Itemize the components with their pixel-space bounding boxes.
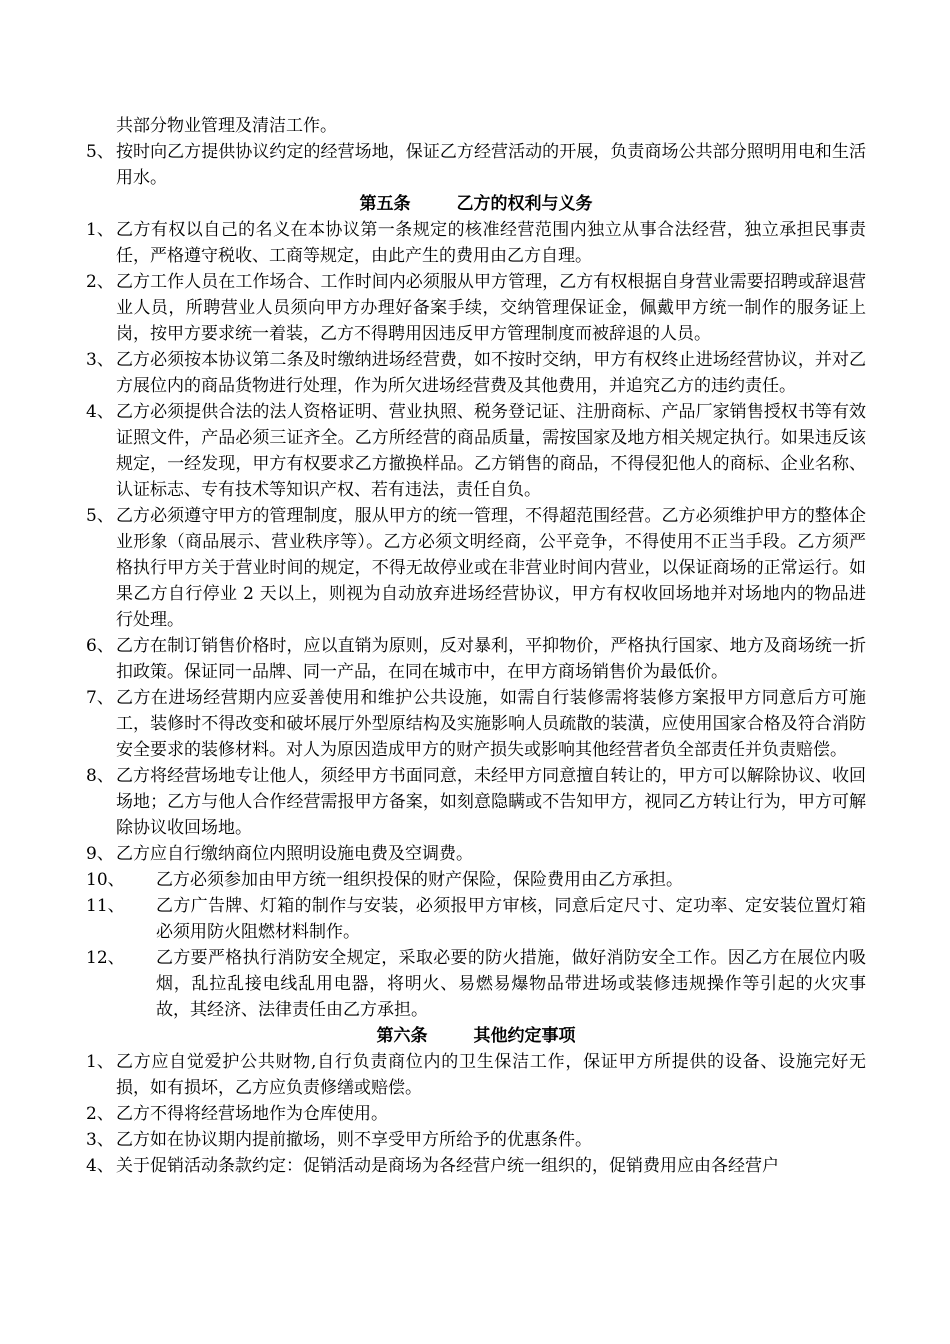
list-item [86,217,866,269]
item-number: 3、 [86,1130,114,1150]
list-item [86,763,866,841]
item-number: 9、 [86,844,114,864]
continuation-text: 共部分物业管理及清洁工作。 [116,116,337,136]
list-item [86,347,866,399]
item-text: 乙方在制订销售价格时，应以直销为原则，反对暴利，平抑物价，严格执行国家、地方及商场统一折扣政策。保证同一品牌、同一产品，在同在城市中，在甲方商场销售价为最低价。 [116,636,866,682]
list-item [86,945,866,1023]
item-number: 2、 [86,272,114,292]
list-item [86,139,866,191]
item-text: 乙方如在协议期内提前撤场，则不享受甲方所给予的优惠条件。 [116,1130,592,1150]
item-number: 11、 [86,896,125,916]
list-item [86,269,866,347]
list-item [86,1153,866,1179]
item-text: 关于促销活动条款约定：促销活动是商场为各经营户统一组织的，促销费用应由各经营户 [116,1156,779,1176]
item-number: 1、 [86,1052,114,1072]
list-item [86,841,866,867]
item-text: 乙方应自行缴纳商位内照明设施电费及空调费。 [116,844,473,864]
item-text: 乙方要严格执行消防安全规定，采取必要的防火措施，做好消防安全工作。因乙方在展位内吸烟，乱拉乱接电线乱用电器，将明火、易燃易爆物品带进场或装修违规操作等引起的火灾事故，其经济、法律责任由乙方承担。 [156,948,866,1020]
item-text: 乙方在进场经营期内应妥善使用和维护公共设施，如需自行装修需将装修方案报甲方同意后方可施工，装修时不得改变和破坏展厅外型原结构及实施影响人员疏散的装潢，应使用国家合格及符合消防安全要求的装修材料。对人为原因造成甲方的财产损失或影响其他经营者负全部责任并负责赔偿。 [116,688,866,760]
list-item [86,1101,866,1127]
item-number: 7、 [86,688,114,708]
list-item [86,503,866,633]
item-text: 乙方应自觉爱护公共财物,自行负责商位内的卫生保洁工作，保证甲方所提供的设备、设施完好无损，如有损坏，乙方应负责修缮或赔偿。 [116,1052,866,1098]
item-number: 8、 [86,766,114,786]
item-number: 4、 [86,1156,114,1176]
item-text: 乙方工作人员在工作场合、工作时间内必须服从甲方管理，乙方有权根据自身营业需要招聘或辞退营业人员，所聘营业人员须向甲方办理好备案手续，交纳管理保证金，佩戴甲方统一制作的服务证上岗，按甲方要求统一着装，乙方不得聘用因违反甲方管理制度而被辞退的人员。 [116,272,866,344]
item-number: 10、 [86,870,125,890]
section-title: 其他约定事项 [473,1026,576,1046]
item-text: 乙方必须按本协议第二条及时缴纳进场经营费，如不按时交纳，甲方有权终止进场经营协议，并对乙方展位内的商品货物进行处理，作为所欠进场经营费及其他费用，并追究乙方的违约责任。 [116,350,866,396]
item-text: 乙方广告牌、灯箱的制作与安装，必须报甲方审核，同意后定尺寸、定功率、定安装位置灯箱必须用防火阻燃材料制作。 [156,896,866,942]
section-heading-5 [86,191,866,217]
item-text: 按时向乙方提供协议约定的经营场地，保证乙方经营活动的开展，负责商场公共部分照明用电和生活用水。 [116,142,866,188]
item-text: 乙方必须遵守甲方的管理制度，服从甲方的统一管理，不得超范围经营。乙方必须维护甲方的整体企业形象（商品展示、营业秩序等）。乙方必须文明经商，公平竞争，不得使用不正当手段。乙方须严格执行甲方关于营业时间的规定，不得无故停业或在非营业时间内营业，以保证商场的正常运行。如果乙方自行停业 2 天以上，则视为自动放弃进场经营协议，甲方有权收回场地并对场地内的物品进行处理。 [116,506,866,630]
item-text: 乙方将经营场地专让他人，须经甲方书面同意，未经甲方同意擅自转让的，甲方可以解除协议、收回场地；乙方与他人合作经营需报甲方备案，如刻意隐瞒或不告知甲方，视同乙方转让行为，甲方可解除协议收回场地。 [116,766,866,838]
item-number: 5、 [86,506,114,526]
item-text: 乙方有权以自己的名义在本协议第一条规定的核准经营范围内独立从事合法经营，独立承担民事责任，严格遵守税收、工商等规定，由此产生的费用由乙方自理。 [116,220,866,266]
list-item [86,867,866,893]
item-text: 乙方必须参加由甲方统一组织投保的财产保险，保险费用由乙方承担。 [156,870,683,890]
item-text: 乙方不得将经营场地作为仓库使用。 [116,1104,388,1124]
item-number: 1、 [86,220,114,240]
list-item [86,633,866,685]
item-number: 5、 [86,142,114,162]
list-item [86,1127,866,1153]
section-title: 乙方的权利与义务 [456,194,593,214]
document-page [86,113,866,1179]
item-number: 2、 [86,1104,114,1124]
section-heading-6 [86,1023,866,1049]
list-item [86,1049,866,1101]
list-item [86,399,866,503]
item-text: 乙方必须提供合法的法人资格证明、营业执照、税务登记证、注册商标、产品厂家销售授权书等有效证照文件，产品必须三证齐全。乙方所经营的商品质量，需按国家及地方相关规定执行。如果违反该规定，一经发现，甲方有权要求乙方撤换样品。乙方销售的商品，不得侵犯他人的商标、企业名称、认证标志、专有技术等知识产权、若有违法，责任自负。 [116,402,866,500]
item-number: 3、 [86,350,114,370]
item-number: 6、 [86,636,114,656]
section-label: 第六条 [376,1026,428,1046]
list-item [86,685,866,763]
item-number: 4、 [86,402,114,422]
item-number: 12、 [86,948,125,968]
section-label: 第五条 [359,194,411,214]
list-item [86,893,866,945]
